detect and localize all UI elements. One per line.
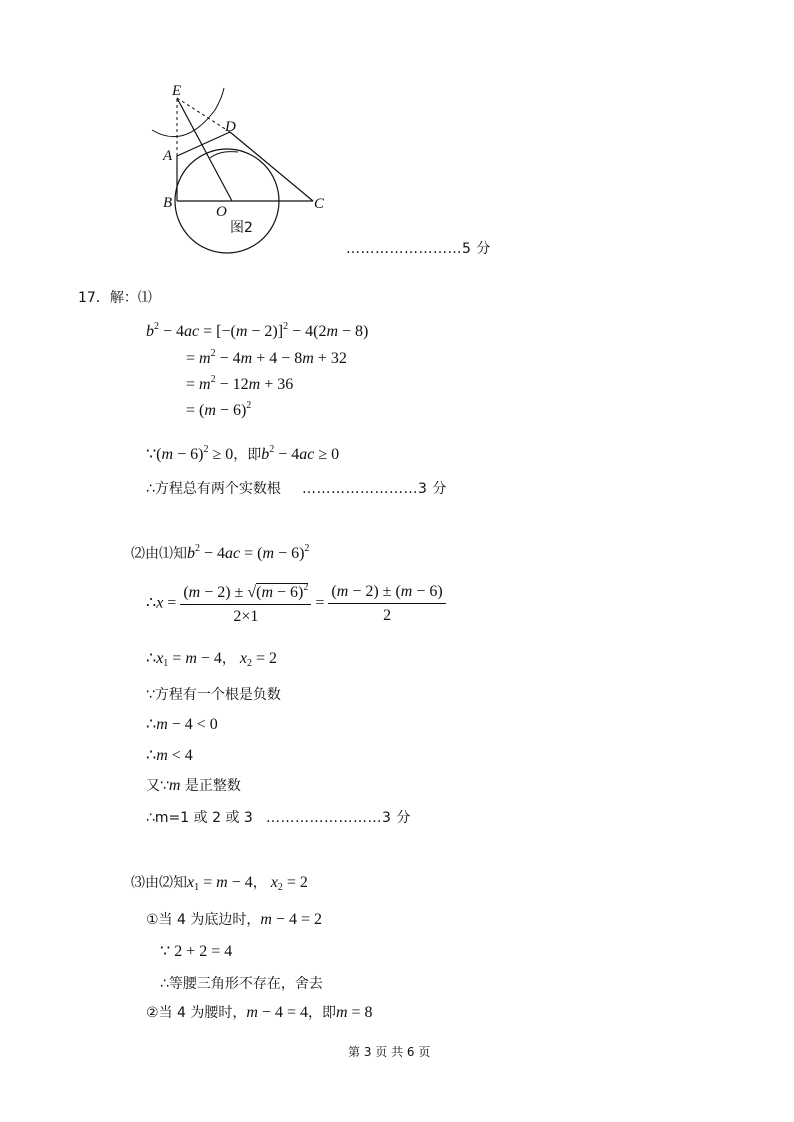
part2-lead: ⑵由⑴知$b^2 - 4ac = (m - 6)^2$ [131, 543, 310, 562]
therefore-symbol: ∴ [146, 594, 157, 612]
condition-line: 又∵m 是正整数 [146, 777, 241, 794]
label-e: E [172, 83, 182, 99]
case-2: ②当 4 为腰时，m − 4 = 4，即m = 8 [146, 1004, 373, 1021]
label-d: D [225, 119, 236, 135]
text-fragment: ，即 [307, 1005, 336, 1021]
figure-caption: 图2 [230, 220, 253, 236]
case-1: ①当 4 为底边时，m − 4 = 2 [146, 911, 322, 928]
label-b: B [163, 195, 173, 211]
text-fragment: ，即 [233, 447, 262, 463]
part3-lead: ⑶由⑵知$x_1 = m - 4$， $x_2 = 2$ [131, 874, 308, 893]
condition-line: ∵方程有一个根是负数 [146, 687, 281, 703]
case-1-because: ∵ 2 + 2 = 4 [160, 943, 233, 960]
inequality-line: ∴m < 4 [146, 747, 193, 764]
equation-line: $b^2 - 4ac = [-(m - 2)]^2 - 4(2m - 8)$ [146, 321, 369, 340]
inequality-line: ∵(m − 6)$^2$ ≥ 0，即$b^2 - 4ac \ge 0$ [146, 444, 340, 463]
score-5: ……………………5 分 [346, 241, 491, 257]
question-header: 17．解：⑴ [78, 290, 152, 306]
text-fragment: ②当 4 为腰时， [146, 1005, 247, 1021]
text-fragment: 是正整数 [180, 778, 241, 794]
equation-line: = $m^2 - 12m + 36$ [186, 374, 294, 393]
segment-dc [230, 132, 313, 201]
label-o: O [216, 204, 227, 220]
segment-ed-dashed [177, 98, 230, 132]
text-fragment: ， [252, 875, 267, 891]
label-c: C [314, 196, 325, 212]
geometry-figure [140, 80, 360, 260]
text-fragment: ， [221, 651, 236, 667]
equation-line: = $m^2 - 4m + 4 - 8m + 32$ [186, 348, 347, 367]
label-a: A [163, 148, 173, 164]
conclusion-line: ∴方程总有两个实数根 [146, 481, 281, 497]
roots-line: $\therefore x_1 = m - 4$， $x_2 = 2$ [146, 650, 278, 669]
construction-arc [210, 152, 238, 158]
text-fragment: 又∵ [146, 778, 169, 794]
text-fragment: ⑶由⑵知 [131, 875, 187, 891]
case-1-conclusion: ∴等腰三角形不存在，舍去 [160, 976, 323, 992]
result-line: ∴m=1 或 2 或 3 [146, 810, 253, 826]
score-3-part2: ……………………3 分 [266, 810, 411, 826]
quadratic-formula: ∴x = $\frac{(m - 2) \pm √(m - 6)^2}{2\times 1}$ = $\frac{(m - 2) \pm (m - 6)}{2}$ [146, 582, 446, 626]
because-symbol: ∵ [160, 943, 171, 960]
fraction: $\frac{(m - 2) \pm (m - 6)}{2}$ [328, 583, 445, 625]
inequality-line: ∴m − 4 < 0 [146, 716, 218, 733]
construction-arc [152, 88, 224, 137]
page-footer: 第 3 页 共 6 页 [348, 1045, 431, 1059]
equation-line: = $(m - 6)^2$ [186, 400, 252, 419]
text-fragment: ⑵由⑴知 [131, 546, 187, 562]
fraction: $\frac{(m - 2) \pm √(m - 6)^2}{2\times 1}$ [180, 582, 311, 626]
text-fragment: ①当 4 为底边时， [146, 912, 261, 928]
score-3: ……………………3 分 [302, 481, 447, 497]
